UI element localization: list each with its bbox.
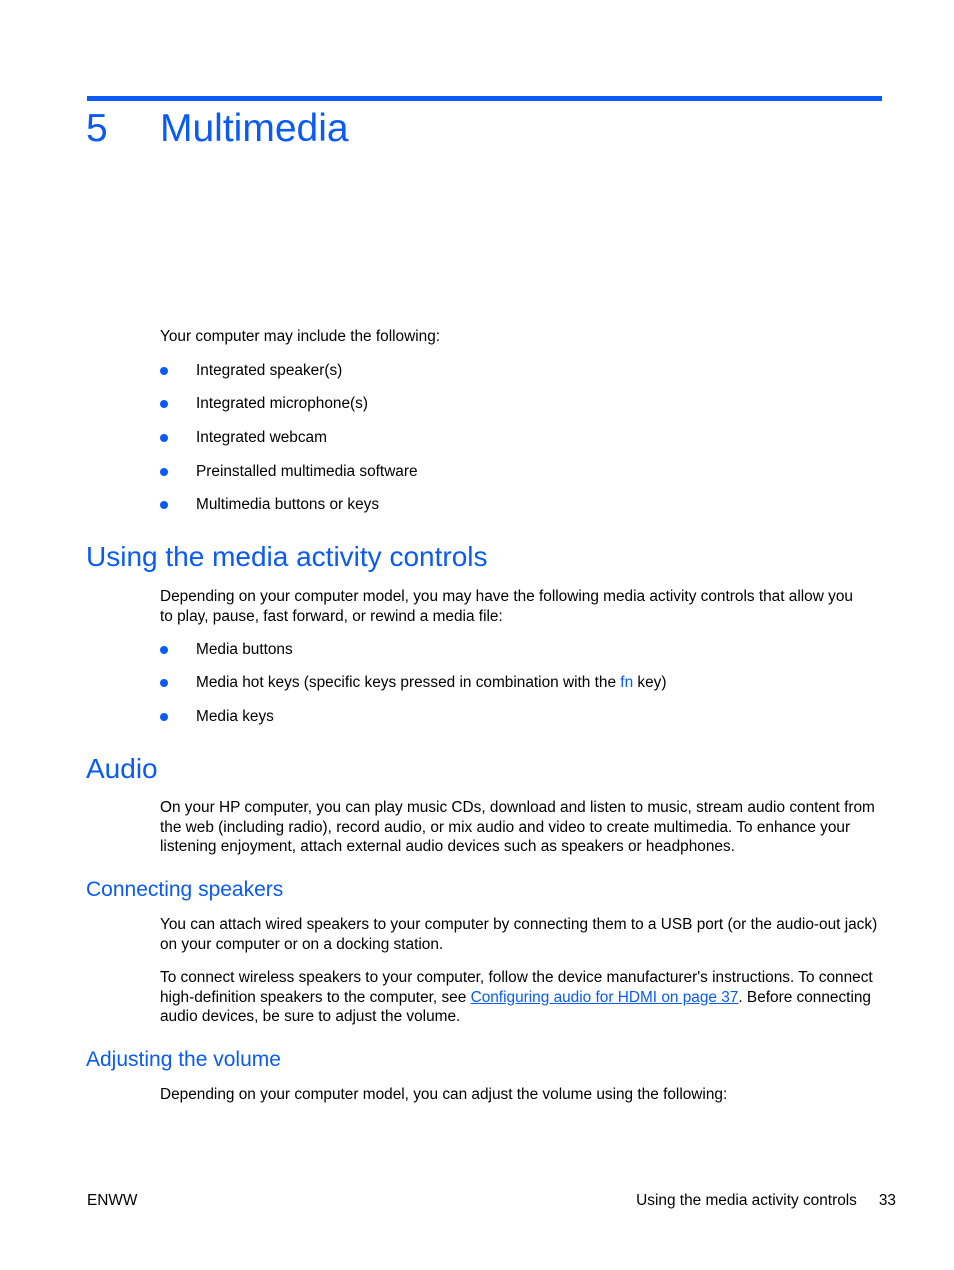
- chapter-number: 5: [86, 107, 108, 150]
- footer-right: [636, 1191, 896, 1210]
- bullet-icon: [160, 400, 168, 408]
- heading-adjusting-volume: Adjusting the volume: [86, 1048, 281, 1071]
- connecting-text-1: You can attach wired speakers to your computer by connecting them to a USB port (or the audio-out jack) on your computer or on a docking station.: [160, 916, 878, 953]
- media-controls-text: Depending on your computer model, you may have the following media activity controls that allow you to play, pause, fast forward, or rewind a media file:: [160, 588, 853, 625]
- volume-text: Depending on your computer model, you can adjust the volume using the following:: [160, 1086, 728, 1103]
- bullet-icon: [160, 367, 168, 375]
- hdmi-audio-link[interactable]: Configuring audio for HDMI on page 37: [470, 988, 739, 1006]
- heading-media-controls: Using the media activity controls: [86, 541, 488, 572]
- intro-text: Your computer may include the following:: [160, 328, 441, 345]
- connecting-text-2: To connect wireless speakers to your computer, follow the device manufacturer's instructions. To connect high-definition speakers to the computer, see Configuring audio for HDMI on page 37. Before connecting audio devices, be sure to adjust the volume.: [160, 969, 873, 1026]
- chapter-heading: [86, 106, 349, 152]
- chapter-title: Multimedia: [160, 107, 349, 150]
- chapter-rule: [87, 96, 882, 101]
- page-number: 33: [878, 1192, 896, 1209]
- fn-key-label: fn: [620, 674, 634, 691]
- bullet-icon: [160, 501, 168, 509]
- audio-text: On your HP computer, you can play music CDs, download and listen to music, stream audio content from the web (including radio), record audio, or mix audio and video to create multimedia. To enhance your listening enjoyment, attach external audio devices such as speakers or headphones.: [160, 799, 875, 856]
- footer-section: Using the media activity controls: [636, 1192, 857, 1209]
- bullet-icon: [160, 468, 168, 476]
- bullet-icon: [160, 434, 168, 442]
- heading-audio: Audio: [86, 753, 158, 784]
- heading-connecting-speakers: Connecting speakers: [86, 878, 284, 901]
- footer-left: ENWW: [87, 1192, 138, 1209]
- bullet-icon: [160, 646, 168, 654]
- bullet-icon: [160, 679, 168, 687]
- bullet-icon: [160, 713, 168, 721]
